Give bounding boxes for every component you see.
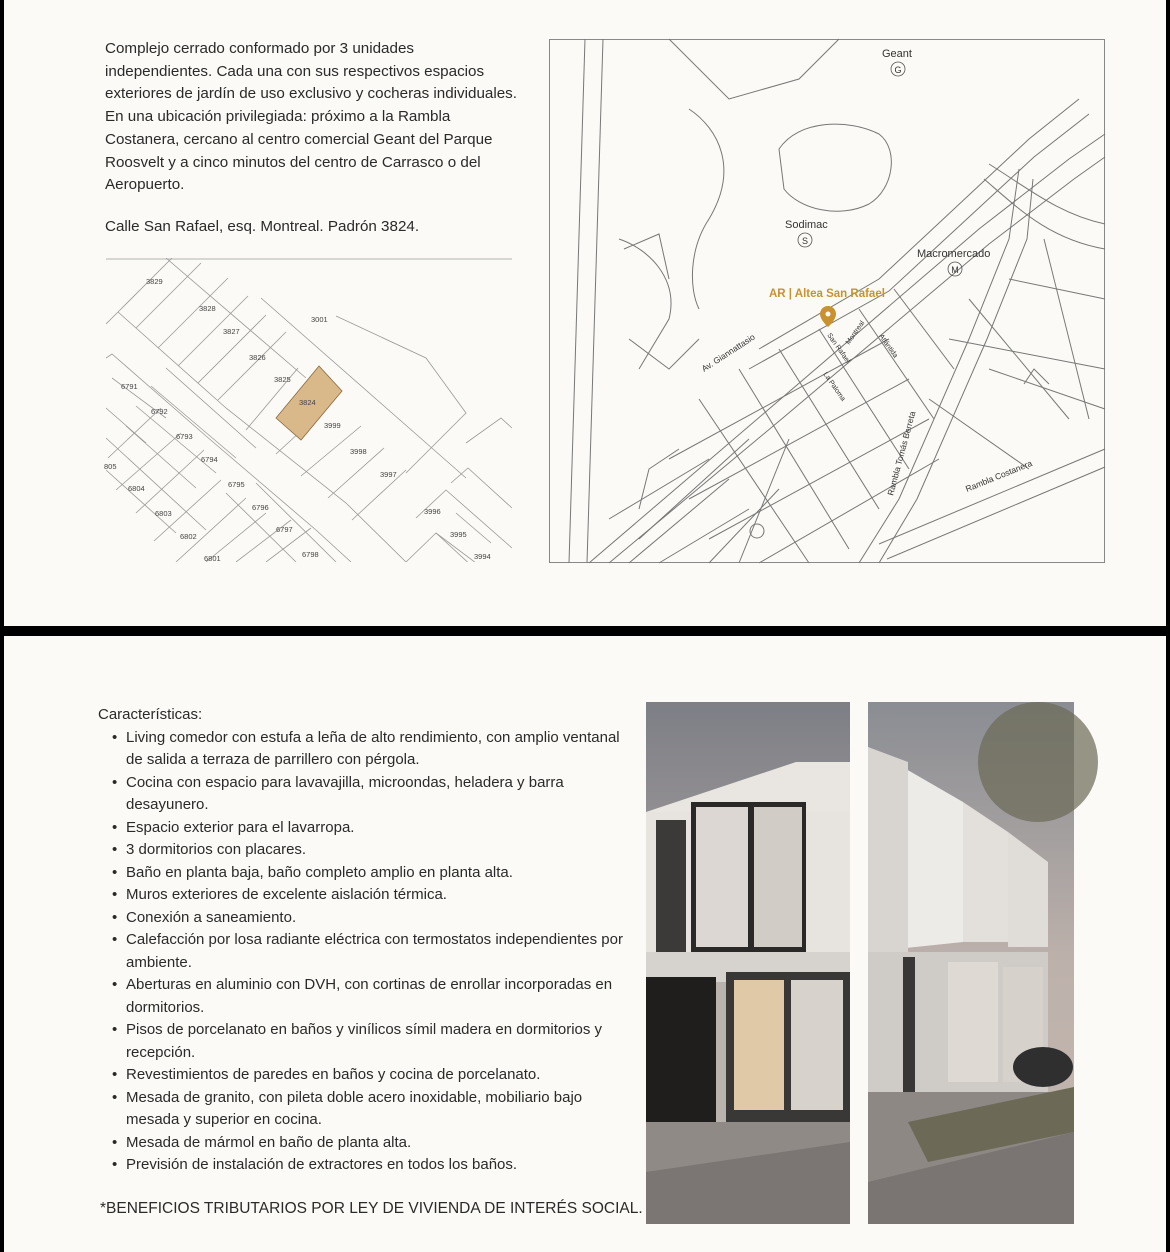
benefits-note: *BENEFICIOS TRIBUTARIOS POR LEY DE VIVIENDA DE INTERÉS SOCIAL. [100,1200,643,1217]
poi-sodimac-letter: S [801,236,809,246]
parcel-label: 3827 [223,327,240,336]
location-map [549,39,1105,563]
feature-item: • Mesada de mármol en baño de planta alta. [126,1132,633,1155]
project-label: AR | Altea San Rafael [769,288,885,300]
render-image-facade [646,702,850,1224]
poi-macromercado-letter: M [951,265,959,275]
address-text: Calle San Rafael, esq. Montreal. Padrón 3824. [105,218,420,235]
feature-item: • Pisos de porcelanato en baños y vinílicos símil madera en dormitorios y recepción. [126,1019,633,1064]
feature-item: • 3 dormitorios con placares. [126,839,633,862]
street-label: San Rafael [825,332,851,365]
feature-item: • Cocina con espacio para lavavajilla, microondas, heladera y barra desayunero. [126,772,633,817]
parcel-label: 3998 [350,447,367,456]
feature-item: • Muros exteriores de excelente aislación térmica. [126,884,633,907]
poi-sodimac-name: Sodimac [785,219,828,231]
parcel-label: 6795 [228,480,245,489]
parcel-label: 3999 [324,421,341,430]
feature-item: • Previsión de instalación de extractores en todos los baños. [126,1154,633,1177]
poi-geant-letter: G [894,65,902,75]
parcel-label: 3995 [450,530,467,539]
street-label: Rambla Costanera [964,458,1034,494]
poi-macromercado-name: Macromercado [917,248,991,260]
features-title: Características: [98,706,203,723]
cadastre-plan [106,258,512,562]
parcel-label: 3825 [274,375,291,384]
feature-item: • Mesada de granito, con pileta doble acero inoxidable, mobiliario bajo mesada y superior en cocina. [126,1087,633,1132]
parcel-label: 3996 [424,507,441,516]
feature-item: • Aberturas en aluminio con DVH, con cortinas de enrollar incorporadas en dormitorios. [126,974,633,1019]
parcel-label: 6796 [252,503,269,512]
parcel-label: 805 [104,462,117,471]
parcel-label: 3828 [199,304,216,313]
feature-item: • Calefacción por losa radiante eléctrica con termostatos independientes por ambiente. [126,929,633,974]
street-label: Rambla Tomás Berreta [885,410,918,497]
poi-geant-name: Geant [882,48,912,60]
parcel-label-highlighted: 3824 [299,398,316,407]
parcel-label: 3826 [249,353,266,362]
page-location [4,0,1166,626]
feature-item: • Espacio exterior para el lavarropa. [126,817,633,840]
feature-item: • Revestimientos de paredes en baños y cocina de porcelanato. [126,1064,633,1087]
parcel-label: 6791 [121,382,138,391]
street-label: La Paloma [821,371,847,403]
features-list [98,727,633,1177]
feature-item: • Living comedor con estufa a leña de alto rendimiento, con amplio ventanal de salida a terraza de parrillero con pérgola. [126,727,633,772]
parcel-label: 3001 [311,315,328,324]
street-label: Atlántida [877,333,899,360]
feature-item: • Conexión a saneamiento. [126,907,633,930]
parcel-label: 6804 [128,484,145,493]
features-section [98,704,633,1177]
parcel-label: 6798 [302,550,319,559]
parcel-label: 3997 [380,470,397,479]
street-label: Montreal [844,319,867,347]
street-label: Av. Giannattasio [699,331,757,374]
intro-text [105,38,525,197]
parcel-label: 6792 [151,407,168,416]
feature-item: • Baño en planta baja, baño completo amplio en planta alta. [126,862,633,885]
intro-paragraph: Complejo cerrado conformado por 3 unidades independientes. Cada una con sus respectivos espacios exteriores de jardín de uso exclusivo y cocheras individuales. En una ubicación privilegiada: próximo a la Rambla Costanera, cercano al centro comercial Geant del Parque Roosvelt y a cinco minutos del centro de Carrasco o del Aeropuerto. [105,40,517,194]
parcel-label: 3994 [474,552,491,561]
page-features [4,636,1166,1252]
parcel-label: 6803 [155,509,172,518]
parcel-label: 6794 [201,455,218,464]
parcel-label: 6802 [180,532,197,541]
parcel-label: 6801 [204,554,221,563]
parcel-label: 6793 [176,432,193,441]
parcel-label: 3829 [146,277,163,286]
parcel-label: 6797 [276,525,293,534]
render-image-perspective [868,702,1074,1224]
